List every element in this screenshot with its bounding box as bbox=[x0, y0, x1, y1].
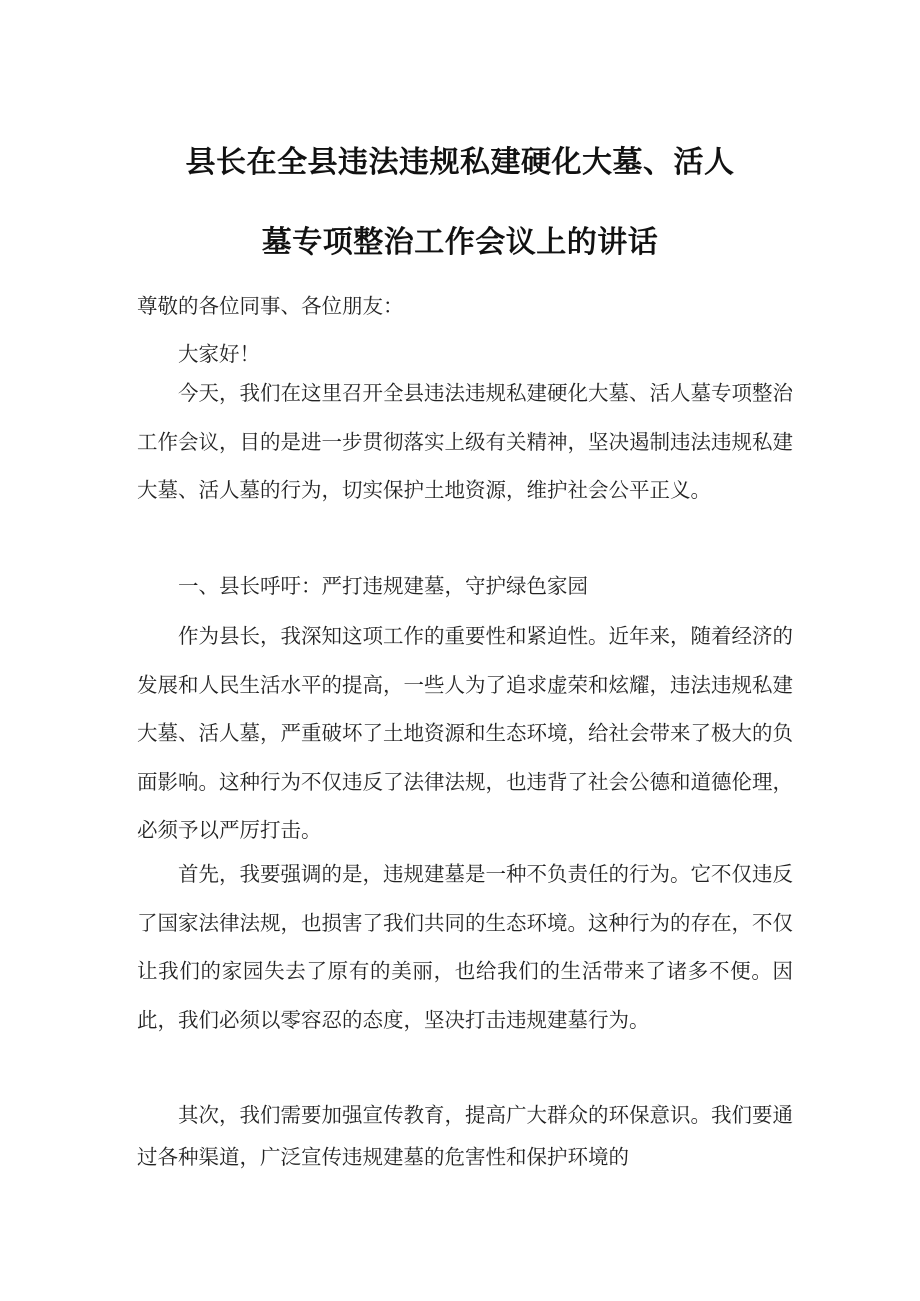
document-title-line-1: 县长在全县违法违规私建硬化大墓、活人 bbox=[185, 145, 735, 180]
paragraph-first-point: 首先，我要强调的是，违规建墓是一种不负责任的行为。它不仅违反了国家法律法规，也损害了我们共同的生态环境。这种行为的存在，不仅让我们的家园失去了原有的美丽，也给我们的生活带来了诸多不便。因此，我们必须以零容忍的态度，坚决打击违规建墓行为。 bbox=[137, 862, 793, 1032]
document-title-line-2: 墓专项整治工作会议上的讲话 bbox=[261, 225, 659, 260]
paragraph-importance: 作为县长，我深知这项工作的重要性和紧迫性。近年来，随着经济的发展和人民生活水平的提高，一些人为了追求虚荣和炫耀，违法违规私建大墓、活人墓，严重破坏了土地资源和生态环境，给社会带来了极大的负面影响。这种行为不仅违反了法律法规，也违背了社会公德和道德伦理，必须予以严厉打击。 bbox=[137, 624, 793, 843]
salutation: 尊敬的各位同事、各位朋友： bbox=[137, 294, 404, 318]
paragraph-second-point: 其次，我们需要加强宣传教育，提高广大群众的环保意识。我们要通过各种渠道，广泛宣传违规建墓的危害性和保护环境的 bbox=[137, 1103, 793, 1169]
greeting: 大家好！ bbox=[178, 342, 260, 366]
paragraph-intro: 今天，我们在这里召开全县违法违规私建硬化大墓、活人墓专项整治工作会议，目的是进一步贯彻落实上级有关精神，坚决遏制违法违规私建大墓、活人墓的行为，切实保护土地资源，维护社会公平正义。 bbox=[137, 381, 793, 503]
section-heading-1: 一、县长呼吁：严打违规建墓，守护绿色家园 bbox=[178, 574, 588, 598]
